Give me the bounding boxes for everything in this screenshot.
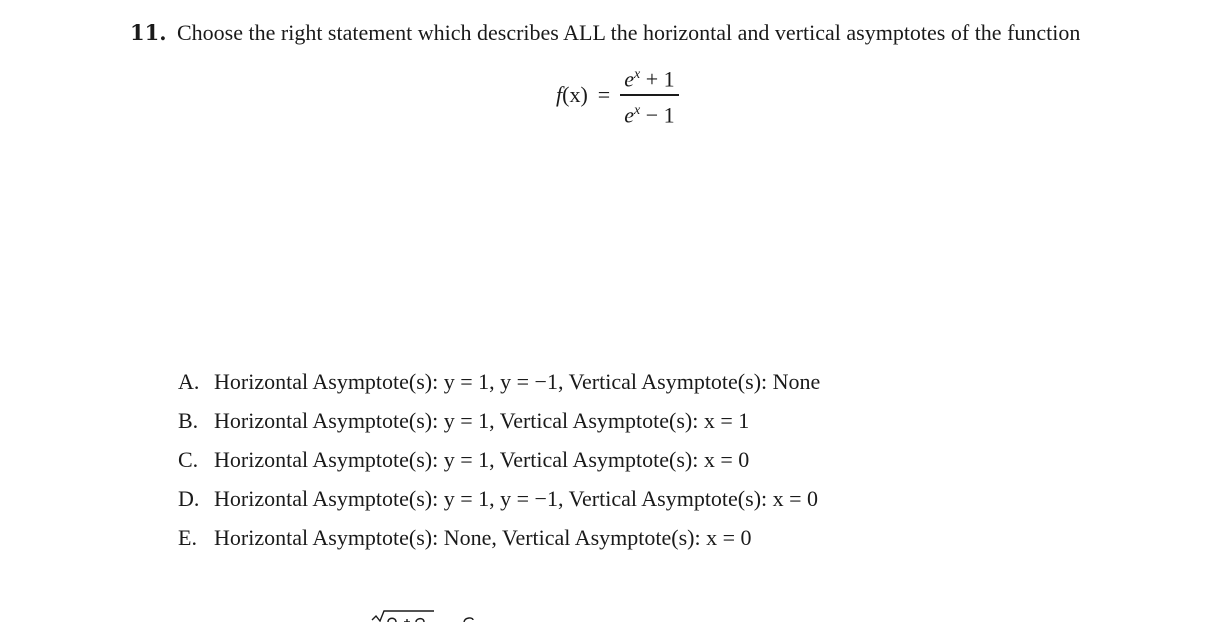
numerator-rest: + 1 [640, 66, 675, 92]
option-text: Horizontal Asymptote(s): None, Vertical Asymptote(s): x = 0 [214, 525, 752, 550]
denominator-base: e [624, 102, 634, 128]
function-formula [556, 66, 679, 128]
formula-lhs [556, 82, 588, 108]
answer-options [178, 366, 1078, 561]
fraction-bar [620, 94, 678, 96]
denominator-rest: − 1 [640, 102, 675, 128]
option-d[interactable] [178, 483, 1078, 522]
fraction-denominator [620, 98, 678, 128]
option-b[interactable] [178, 405, 1078, 444]
cut-off-next-formula [370, 608, 490, 622]
option-a[interactable] [178, 366, 1078, 405]
option-text: Horizontal Asymptote(s): y = 1, Vertical Asymptote(s): x = 1 [214, 408, 750, 433]
numerator-base: e [624, 66, 634, 92]
function-argument: (x) [562, 82, 588, 107]
option-text: Horizontal Asymptote(s): y = 1, y = −1, Vertical Asymptote(s): None [214, 369, 821, 394]
option-text: Horizontal Asymptote(s): y = 1, Vertical Asymptote(s): x = 0 [214, 447, 750, 472]
denominator-exponent: x [633, 102, 641, 118]
function-name: f [556, 82, 563, 107]
option-letter: A. [178, 369, 200, 394]
question-number: 11. [130, 20, 167, 45]
option-letter: C. [178, 447, 199, 472]
option-c[interactable] [178, 444, 1078, 483]
option-e[interactable] [178, 522, 1078, 561]
option-letter: B. [178, 408, 199, 433]
option-text: Horizontal Asymptote(s): y = 1, y = −1, Vertical Asymptote(s): x = 0 [214, 486, 819, 511]
option-letter: E. [178, 525, 197, 550]
numerator-exponent: x [633, 66, 641, 82]
question-text: Choose the right statement which describes ALL the horizontal and vertical asymptotes of the function [177, 20, 1081, 45]
option-letter: D. [178, 486, 200, 511]
fraction-numerator [620, 62, 678, 92]
equals-sign: = [597, 82, 611, 107]
fraction [620, 62, 678, 128]
